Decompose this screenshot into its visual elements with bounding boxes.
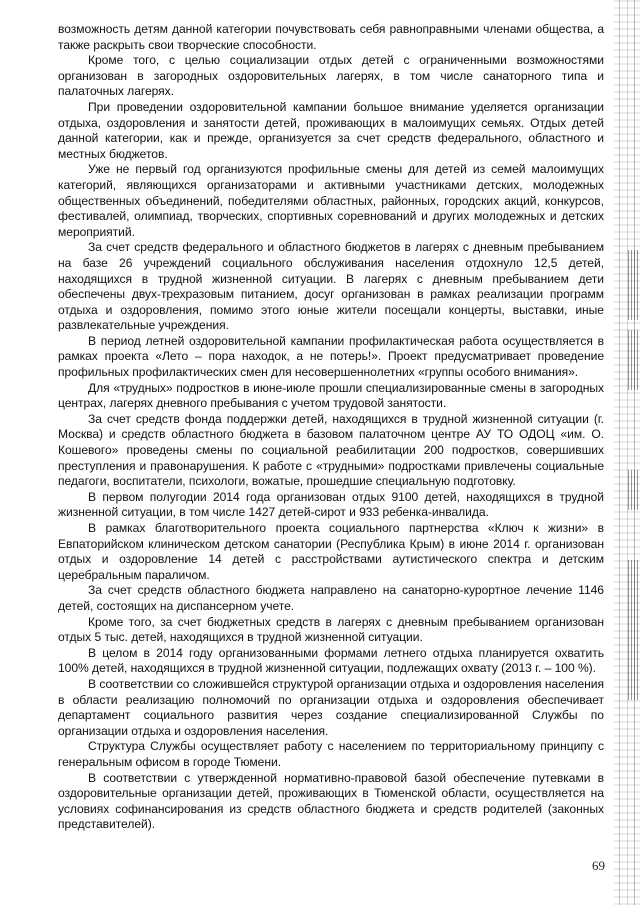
document-body [58,22,604,833]
scan-line [619,0,620,905]
paragraph-9: В первом полугодии 2014 года организован отдых 9100 детей, находящихся в трудной жизненной ситуации, в том числе 1427 детей-сирот и 933 ребенка-инвалида. [58,489,604,520]
paragraph-7: Для «трудных» подростков в июне-июле прошли специализированные смены в загородных центрах, лагерях дневного пребывания с учетом трудовой занятости. [58,380,604,411]
paragraph-1: возможность детям данной категории почувствовать себя равноправными членами общества, а также раскрыть свои творческие способности. [58,22,604,52]
scan-noise-block [628,250,638,320]
paragraph-4: Уже не первый год организуются профильные смены для детей из семей малоимущих категорий, являющихся организаторами и активными участниками детских, молодежных общественных объединений, победителями областных, районных, городских акций, конкурсов, фестивалей, олимпиад, творческих, спортивных соревнований и других молодежных и детских мероприятий. [58,162,604,239]
scan-edge-artifact [614,0,640,905]
paragraph-13: В целом в 2014 году организованными формами летнего отдыха планируется охватить 100% детей, находящихся в трудной жизненной ситуации, подлежащих охвату (2013 г. – 100 %). [58,645,604,676]
scan-noise-block [628,560,638,700]
paragraph-8: За счет средств фонда поддержки детей, находящихся в трудной жизненной ситуации (г. Москва) и средств областного бюджета в базовом палаточном центре АУ ТО ОДОЦ «им. О. Кошевого» проведены смены по социальной реабилитации 200 подростков, совершивших преступления и правонарушения. К работе с «трудными» подростками привлечены социальные педагоги, воспитатели, психологи, вожатые, прошедшие специальную подготовку. [58,411,604,489]
scan-noise-block [628,330,638,390]
paragraph-14: В соответствии со сложившейся структурой организации отдыха и оздоровления населения в области реализацию полномочий по организации отдыха и оздоровления обеспечивает департамент социального развития через создание специализированной Службы по организации отдыха и оздоровления населения. [58,676,604,738]
paragraph-2: Кроме того, с целью социализации отдых детей с ограниченными возможностями организован в загородных оздоровительных лагерях, в том числе санаторного типа и палаточных лагерях. [58,53,604,99]
paragraph-6: В период летней оздоровительной кампании профилактическая работа осуществляется в рамках проекта «Лето – пора находок, а не потерь!». Проект предусматривает проведение профильных профилактических смен для несовершеннолетних «группы особого внимания». [58,333,604,380]
paragraph-3: При проведении оздоровительной кампании большое внимание уделяется организации отдыха, оздоровления и занятости детей, проживающих в малоимущих семьях. Отдых детей данной категории, как и прежде, организуется за счет средств федерального, областного и местных бюджетов. [58,99,604,161]
paragraph-15: Структура Службы осуществляет работу с населением по территориальному принципу с генеральным офисом в городе Тюмени. [58,739,604,769]
paragraph-5: За счет средств федерального и областного бюджетов в лагерях с дневным пребыванием на базе 26 учреждений социального обслуживания населения отдохнуло 12,5 детей, находящихся в трудной жизненной ситуации. В лагерях с дневным пребыванием дети обеспечены двух-трехразовым питанием, досуг организован в рамках реализации программ отдыха и оздоровления, помимо этого юные жители посещали концерты, выставки, иные развлекательные учреждения. [58,240,604,333]
paragraph-11: За счет средств областного бюджета направлено на санаторно-курортное лечение 1146 детей, состоящих на диспансерном учете. [58,583,604,613]
paragraph-12: Кроме того, за счет бюджетных средств в лагерях с дневным пребыванием организован отдых 5 тыс. детей, находящихся в трудной жизненной ситуации. [58,614,604,645]
scan-noise-block [628,470,638,510]
paragraph-16: В соответствии с утвержденной нормативно-правовой базой обеспечение путевками в оздоровительные организации детей, проживающих в Тюменской области, осуществляется на условиях софинансирования из средств областного бюджета и средств родителей (законных представителей). [58,770,604,832]
page-number: 69 [592,858,605,873]
scan-line [634,0,635,905]
paragraph-10: В рамках благотворительного проекта социального партнерства «Ключ к жизни» в Евпаторийском клиническом детском санатории (Республика Крым) в июне 2014 г. организован отдых и оздоровление 14 детей с расстройствами аутистического спектра и детским церебральным параличом. [58,521,604,582]
scan-line [627,0,628,905]
